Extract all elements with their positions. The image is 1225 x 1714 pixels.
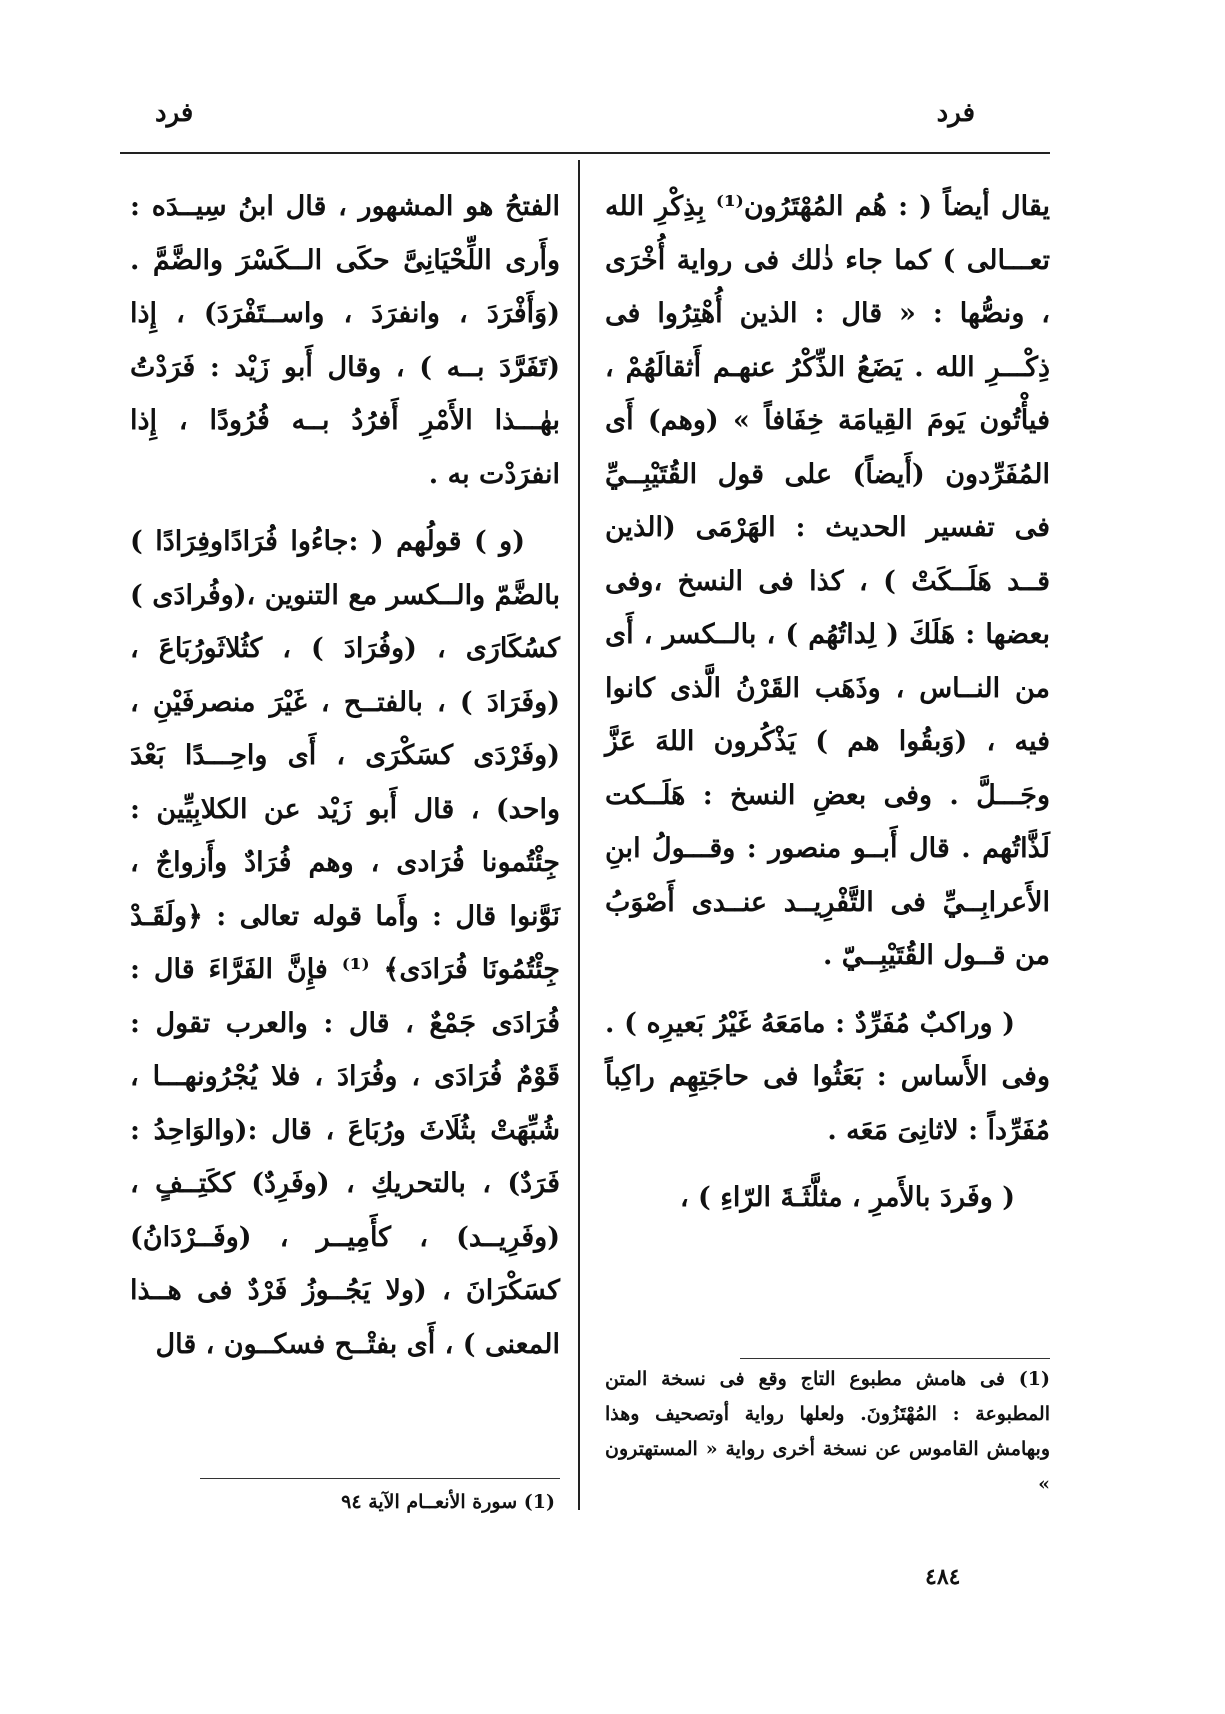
page-number: ٤٨٤	[925, 1564, 961, 1590]
right-paragraph-1: يقال أيضاً ( : هُم المُهْتَرُون⁽¹⁾ بِذِكْرِ الله تعـــالى ) كما جاء ذٰلك فى رواية أُخْرَى ، ونصُّها : « قال : الذين أُهْتِرُوا فى ذِكْـــرِ الله . يَضَعُ الذِّكْرُ عنهـم أَثقالَهُمْ ، فيأْتُون يَومَ القِيامَة خِفَافاً » (وهم) أَى المُفَرِّدون (أَيضاً) على قول القُتَيْبِــيِّ فى تفسير الحديث : الهَرْمَى (الذين قــد هَلَــكَتْ ) ، كذا فى النسخ ،وفى بعضها : هَلَكَ ( لِداتُهُم ) ، بالــكسر ، أَى من النــاس ، وذَهَب القَرْنُ الَّذى كانوا فيه ، (وَبقُوا هم ) يَذْكُرون اللهَ عَزَّ وجَـــلَّ . وفى بعضِ النسخ : هَلَــكت لَذَّاتُهم . قال أَبــو منصور : وقـــولُ ابنِ الأَعرابِــيِّ فى التَّفْرِيــد عنــدى أَصْوَبُ من قــول القُتَيْبِــيّ .	[605, 191, 1050, 971]
running-header-right: فرد	[936, 98, 975, 128]
left-footnote: (1) سورة الأنعــام الآية ٩٤	[341, 1491, 555, 1513]
running-header-left: فرد	[155, 98, 194, 128]
right-paragraph-2: ( وراكبٌ مُفَرِّدٌ : مامَعَهُ غَيْرُ بَعيرِه ) . وفى الأَساس : بَعَثُوا فى حاجَتِهِم راكِباً مُفَرِّداً : لاثانِىَ مَعَه .	[605, 1007, 1050, 1146]
left-paragraph-2: (و ) قولُهم ( :جاءُوا فُرَادًاوفِرَادًا ) بالضَّمّ والــكسر مع التنوين ،(وفُرادَى ) كسُكَارَى ، (وفُرَادَ ) ، كثُلاثَورُبَاعَ ، (وفَرَادَ ) ، بالفتــح ، غَيْرَ منصرفَيْنِ ، (وفَرْدَى كسَكْرَى ، أَى واحِـــدًا بَعْدَ واحد) ، قال أَبو زَيْد عن الكلابِيِّين : جِئْتُمونا فُرَادى ، وهم فُرَادٌ وأَزواجٌ ، نَوَّنوا قال : وأَما قوله تعالى : ﴿ولَقَـدْ جِئْتُمُونَا فُرَادَى﴾ ⁽¹⁾ فإِنَّ الفَرَّاءَ قال : فُرَادَى جَمْعٌ ، قال : والعرب تقول : قَوْمٌ فُرَادَى ، وفُرَادَ ، فلا يُجْرُونهـــا ، شُبِّهَتْ بثُلَاثَ ورُبَاعَ ، قال :(والوَاحِدُ : فَرَدٌ) ، بالتحريكِ ، (وفَرِدٌ) ككَتِــفٍ ، (وفَرِيــد) ، كأَمِيــر ، (وفَــرْدَانُ) كسَكْرَانَ ، (ولا يَجُــوزُ فَرْدٌ فى هــذا المعنى ) ، أَى بفتْــح فسكــون ، قال	[130, 526, 560, 1360]
header-rule	[120, 152, 1050, 154]
right-paragraph-3: ( وفَردَ بالأَمرِ ، مثلَّثَـةَ الرّاءِ ) ،	[679, 1182, 1015, 1213]
left-footnote-rule	[200, 1478, 560, 1479]
right-footnote-rule	[740, 1358, 1050, 1359]
left-paragraph-1: الفتحُ هو المشهور ، قال ابنُ سِيــدَه : وأَرى اللِّحْيَانِىَّ حكَى الــكَسْرَ والضَّمَّ . (وَأَفْرَدَ ، وانفرَدَ ، واســتَفْرَدَ) ، إِذا (تَفَرَّدَ بــه ) ، وقال أَبو زَيْد : فَرَدْتُ بهٰـــذا الأَمْرِ أَفرُدُ بــه فُرُودًا ، إِذا انفرَدْت به .	[130, 191, 560, 490]
right-footnote: (1) فى هامش مطبوع التاج وقع فى نسخة المتن المطبوعة : المُهْتَزُونَ. ولعلها رواية أوتصحيف وهذا وبهامش القاموس عن نسخة أخرى رواية « المستهترون »	[605, 1368, 1050, 1495]
right-column	[605, 180, 1050, 1239]
left-column	[130, 180, 560, 1385]
column-divider	[578, 160, 580, 1510]
